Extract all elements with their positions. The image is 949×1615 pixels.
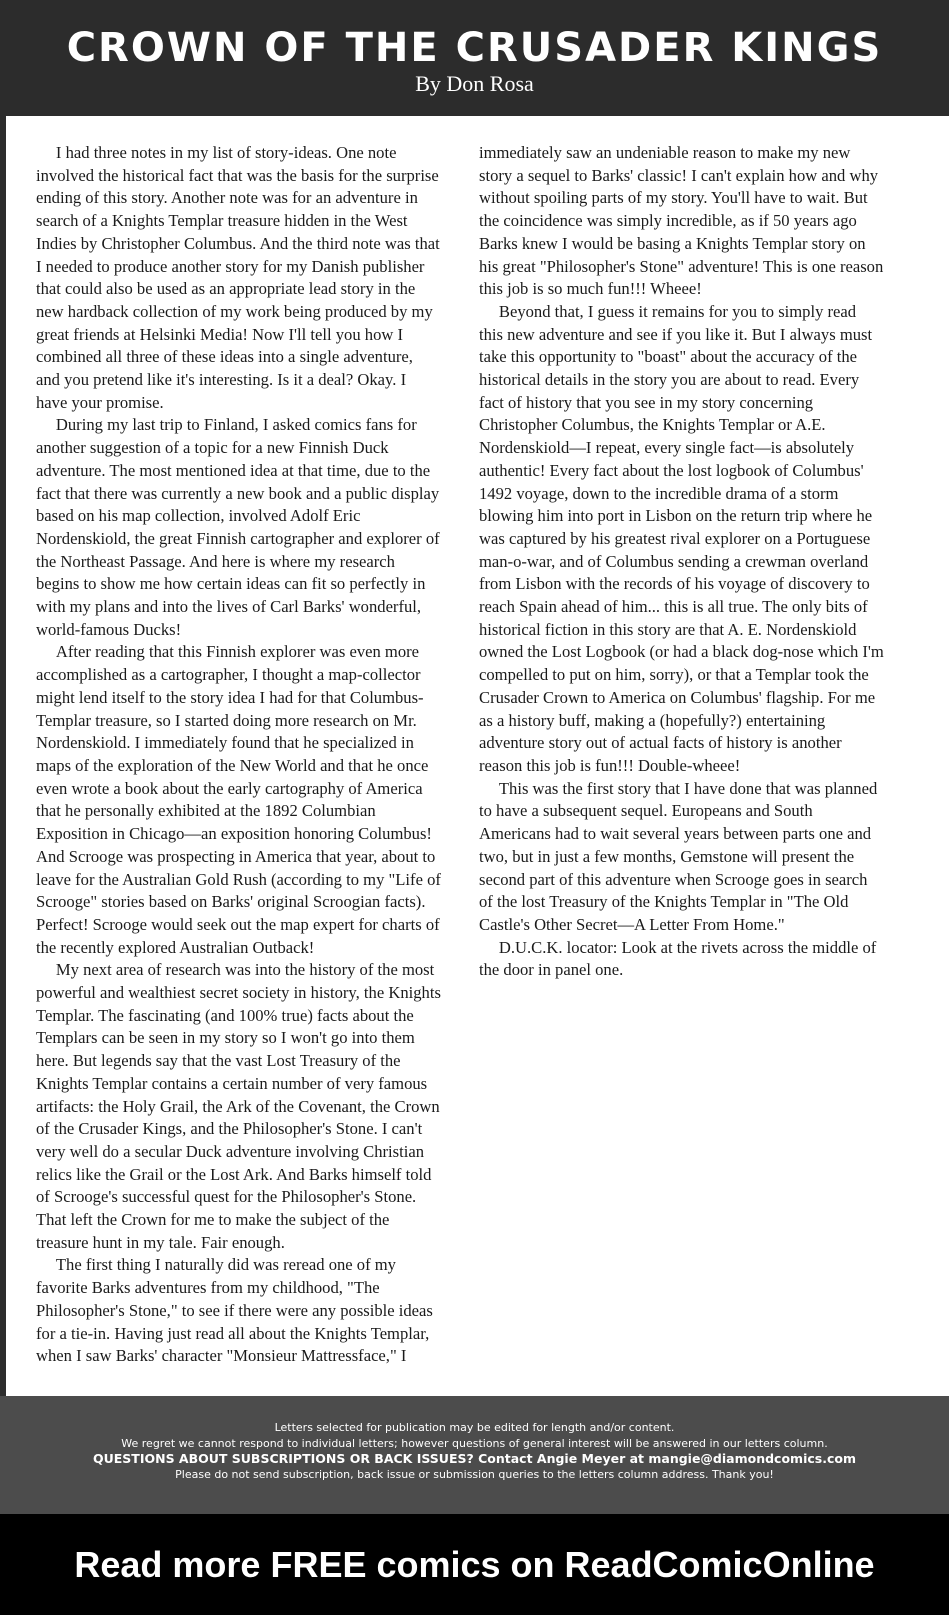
footer-line-notice: Please do not send subscription, back issue or submission queries to the letters column address. Thank you!	[175, 1467, 774, 1481]
paragraph: D.U.C.K. locator: Look at the rivets across the middle of the door in panel one.	[479, 937, 877, 980]
paragraph: During my last trip to Finland, I asked comics fans for another suggestion of a topic for a new Finnish Duck adventure. The most mentioned idea at that time, due to the fact that there was currently a new book and a public display based on his map collection, involved Adolf Eric Nordenskiold, the great Finnish cartographer and explorer of the Northeast Passage. And here is where my research begins to show me how certain ideas can fit so perfectly in with my plans and into the lives of Carl Barks' wonderful, world-famous Ducks!	[36, 415, 440, 639]
paragraph: The first thing I naturally did was reread one of my favorite Barks adventures from my childhood, "The Philosopher's Stone," to see if there were any possible ideas for a tie-in. Having just read all about the Knights Templar, when I saw Barks' character "Monsieur Mattressface," I immediately saw an undeniable reason to make my new story a sequel to Barks' classic! I can't explain how and why without spoiling parts of my story. You'll have to wait. But the coincidence was simply incredible, as if 50 years ago Barks knew I would be basing a Knights Templar story on his great "Philosopher's Stone" adventure! This is one reason this job is so much fun!!! Wheee!	[36, 143, 884, 1366]
paragraph: Beyond that, I guess it remains for you to simply read this new adventure and see if you like it. But I always must take this opportunity to "boast" about the accuracy of the historical details in the story you are about to read. Every fact of history that you see in my story concerning Christopher Columbus, the Knights Templar or A.E. Nordenskiold—I repeat, every single fact—is absolutely authentic! Every fact about the lost logbook of Columbus' 1492 voyage, down to the incredible drama of a storm blowing him into port in Lisbon on the return trip where he was captured by his greatest rival explorer on a Portuguese man-o-war, and of Columbus sending a crewman overland from Lisbon with the records of his voyage of discovery to reach Spain ahead of him... this is all true. The only bits of historical fiction in this story are that A. E. Nordenskiold owned the Lost Logbook (or had a black dog-nose which I'm compelled to put on him, sorry), or that a Templar took the Crusader Crown to America on Columbus' flagship. For me as a history buff, making a (hopefully?) entertaining adventure story out of actual facts of history is another reason this job is fun!!! Double-wheee!	[479, 301, 884, 775]
paragraph: I had three notes in my list of story-ideas. One note involved the historical fact that was the basis for the surprise ending of this story. Another note was for an adventure in search of a Knights Templar treasure hidden in the West Indies by Christopher Columbus. And the third note was that I needed to produce another story for my Danish publisher that could also be used as an appropriate lead story in the new hardback collection of my work being produced by my great friends at Helsinki Media! Now I'll tell you how I combined all three of these ideas into a single adventure, and you pretend like it's interesting. Is it a deal? Okay. I have your promise.	[36, 143, 440, 412]
byline: By Don Rosa	[415, 71, 534, 96]
footer-line-editing: Letters selected for publication may be edited for length and/or content.	[274, 1421, 675, 1434]
promo-banner[interactable]: Read more FREE comics on ReadComicOnline	[0, 1514, 949, 1615]
paragraph: My next area of research was into the history of the most powerful and wealthiest secret society in history, the Knights Templar. The fascinating (and 100% true) facts about the Templars can be seen in my story so I won't go into them here. But legends say that the vast Lost Treasury of the Knights Templar contains a certain number of very famous artifacts: the Holy Grail, the Ark of the Covenant, the Crown of the Crusader Kings, and the Philosopher's Stone. I can't very well do a secular Duck adventure involving Christian relics like the Grail or the Lost Ark. And Barks himself told of Scrooge's successful quest for the Philosopher's Stone. That left the Crown for me to make the subject of the treasure hunt in my tale. Fair enough.	[36, 960, 441, 1252]
footer-line-regret: We regret we cannot respond to individual letters; however questions of general interest will be answered in our letters column.	[121, 1436, 828, 1450]
footer-line-contact: QUESTIONS ABOUT SUBSCRIPTIONS OR BACK ISSUES? Contact Angie Meyer at mangie@diamondcomics.com	[92, 1451, 856, 1466]
page-title: CROWN OF THE CRUSADER KINGS	[66, 25, 883, 71]
article-body	[36, 142, 884, 1390]
paragraph: After reading that this Finnish explorer was even more accomplished as a cartographer, I thought a map-collector might lend itself to the story idea I had for that Columbus-Templar treasure, so I started doing more research on Mr. Nordenskiold. I immediately found that he specialized in maps of the exploration of the New World and that he once even wrote a book about the early cartography of America that he personally exhibited at the 1892 Columbian Exposition in Chicago—an exposition honoring Columbus! And Scrooge was prospecting in America that year, about to leave for the Australian Gold Rush (according to my "Life of Scrooge" stories based on Barks' original Scroogian facts). Perfect! Scrooge would seek out the map expert for charts of the recently explored Australian Outback!	[36, 642, 441, 957]
letters-footer	[0, 1396, 949, 1514]
left-edge-strip	[0, 116, 6, 1396]
paragraph: This was the first story that I have done that was planned to have a subsequent sequel. Europeans and South Americans had to wait several years between parts one and two, but in just a few months, Gemstone will present the second part of this adventure when Scrooge goes in search of the lost Treasury of the Knights Templar in "The Old Castle's Other Secret—A Letter From Home."	[479, 778, 878, 934]
page-header	[0, 0, 949, 116]
